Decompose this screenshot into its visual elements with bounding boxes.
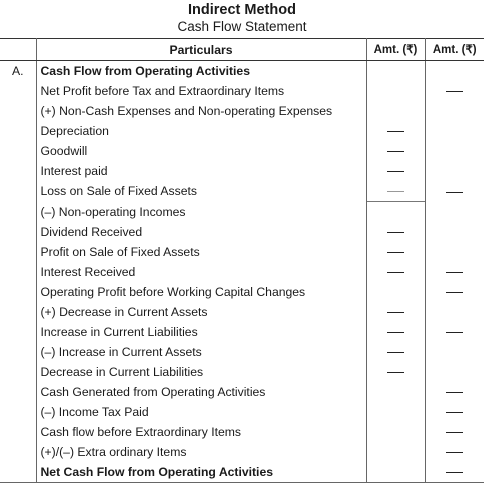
amount-header-2: Amt. (₹) (425, 39, 484, 61)
table-row (0, 121, 484, 141)
row-particular: (+) Decrease in Current Assets (36, 302, 366, 322)
cash-flow-table (0, 38, 484, 483)
amount-cell-1 (366, 141, 425, 161)
amount-cell-1 (366, 262, 425, 282)
amount-cell-1 (366, 181, 425, 202)
amount-dash (387, 232, 404, 233)
amount-cell-1 (366, 242, 425, 262)
amount-dash (387, 252, 404, 253)
amount-cell-1 (366, 202, 425, 223)
amount-dash (446, 392, 463, 393)
amount-cell-2 (425, 422, 484, 442)
row-particular: (+) Non-Cash Expenses and Non-operating Expenses (36, 101, 366, 121)
amount-dash (446, 292, 463, 293)
particulars-header: Particulars (36, 39, 366, 61)
table-row (0, 161, 484, 181)
amount-dash (387, 171, 404, 172)
row-particular: Cash Flow from Operating Activities (36, 61, 366, 82)
row-particular: Decrease in Current Liabilities (36, 362, 366, 382)
page-subtitle: Cash Flow Statement (177, 19, 307, 34)
amount-cell-1 (366, 121, 425, 141)
amount-cell-2 (425, 402, 484, 422)
table-row (0, 462, 484, 483)
table-row (0, 181, 484, 202)
table-row (0, 422, 484, 442)
amount-cell-1 (366, 161, 425, 181)
table-row (0, 262, 484, 282)
row-particular: Depreciation (36, 121, 366, 141)
amount-cell-2 (425, 462, 484, 483)
amount-dash (446, 472, 463, 473)
amount-cell-2 (425, 161, 484, 181)
table-row (0, 222, 484, 242)
amount-cell-2 (425, 342, 484, 362)
amount-cell-2 (425, 181, 484, 202)
amount-cell-1 (366, 382, 425, 402)
amount-dash (446, 332, 463, 333)
row-particular: Increase in Current Liabilities (36, 322, 366, 342)
row-particular: Profit on Sale of Fixed Assets (36, 242, 366, 262)
amount-dash (387, 352, 404, 353)
amount-dash (446, 432, 463, 433)
amount-cell-2 (425, 442, 484, 462)
table-row (0, 402, 484, 422)
amount-cell-2 (425, 262, 484, 282)
row-particular: (+)/(–) Extra ordinary Items (36, 442, 366, 462)
amount-cell-1 (366, 342, 425, 362)
amount-cell-2 (425, 302, 484, 322)
amount-cell-2 (425, 141, 484, 161)
amount-cell-1 (366, 422, 425, 442)
table-row (0, 442, 484, 462)
table-row (0, 141, 484, 161)
row-particular: Cash flow before Extraordinary Items (36, 422, 366, 442)
amount-cell-1 (366, 222, 425, 242)
amount-cell-1 (366, 362, 425, 382)
row-particular: (–) Increase in Current Assets (36, 342, 366, 362)
amount-dash (387, 312, 404, 313)
row-particular: Goodwill (36, 141, 366, 161)
amount-cell-2 (425, 222, 484, 242)
table-header-row (0, 39, 484, 61)
row-particular: Cash Generated from Operating Activities (36, 382, 366, 402)
amount-dash (446, 91, 463, 92)
amount-cell-1 (366, 402, 425, 422)
amount-cell-1 (366, 101, 425, 121)
amount-cell-2 (425, 61, 484, 82)
table-row (0, 61, 484, 82)
amount-cell-1 (366, 81, 425, 101)
table-row (0, 81, 484, 101)
table-row (0, 342, 484, 362)
amount-dash (387, 272, 404, 273)
amount-cell-2 (425, 81, 484, 101)
page-title: Indirect Method (188, 2, 296, 18)
amount-dash (387, 131, 404, 132)
amount-cell-2 (425, 322, 484, 342)
amount-cell-1 (366, 442, 425, 462)
amount-dash (387, 151, 404, 152)
amount-cell-1 (366, 61, 425, 82)
amount-cell-1 (366, 282, 425, 302)
amount-cell-1 (366, 462, 425, 483)
amount-cell-2 (425, 202, 484, 223)
amount-cell-2 (425, 101, 484, 121)
amount-dash (387, 191, 404, 192)
amount-cell-2 (425, 382, 484, 402)
row-particular: (–) Non-operating Incomes (36, 202, 366, 223)
amount-cell-2 (425, 242, 484, 262)
table-row (0, 242, 484, 262)
row-particular: Operating Profit before Working Capital Changes (36, 282, 366, 302)
row-particular: (–) Income Tax Paid (36, 402, 366, 422)
amount-cell-1 (366, 302, 425, 322)
amount-dash (387, 332, 404, 333)
table-row (0, 202, 484, 223)
section-header (0, 39, 36, 61)
table-row (0, 101, 484, 121)
amount-header-1: Amt. (₹) (366, 39, 425, 61)
row-particular: Interest paid (36, 161, 366, 181)
amount-dash (446, 412, 463, 413)
table-row (0, 362, 484, 382)
amount-cell-2 (425, 121, 484, 141)
amount-cell-2 (425, 282, 484, 302)
row-particular: Net Cash Flow from Operating Activities (36, 462, 366, 483)
amount-cell-2 (425, 362, 484, 382)
row-particular: Loss on Sale of Fixed Assets (36, 181, 366, 202)
row-particular: Dividend Received (36, 222, 366, 242)
amount-dash (387, 372, 404, 373)
amount-dash (446, 452, 463, 453)
section-label: A. (0, 61, 36, 82)
table-row (0, 282, 484, 302)
amount-dash (446, 272, 463, 273)
table-row (0, 382, 484, 402)
row-particular: Interest Received (36, 262, 366, 282)
amount-dash (446, 192, 463, 193)
amount-cell-1 (366, 322, 425, 342)
table-row (0, 302, 484, 322)
row-particular: Net Profit before Tax and Extraordinary Items (36, 81, 366, 101)
table-row (0, 322, 484, 342)
